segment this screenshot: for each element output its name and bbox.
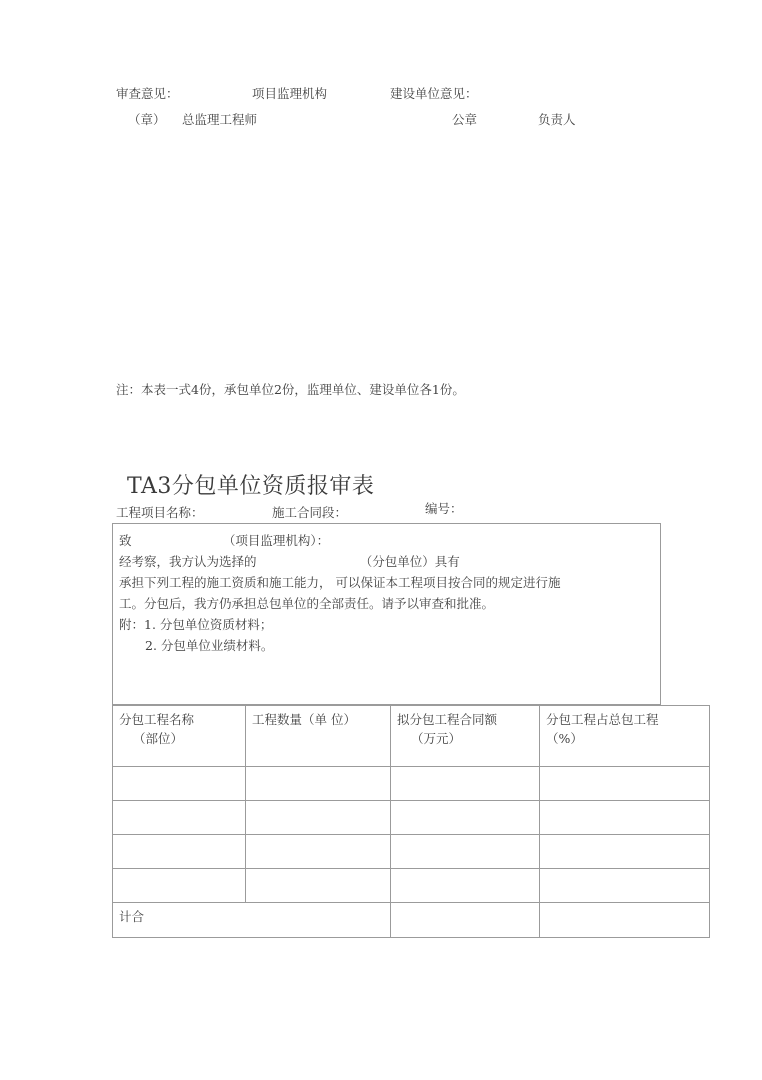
header-field-row [112,505,422,524]
review-opinion-label: 审查意见： [116,86,179,101]
column-header-work-name [113,706,246,767]
cell-percentage[interactable] [540,835,710,869]
table-header-row [113,706,710,767]
seal-label: （章） [128,112,166,127]
cell-percentage[interactable] [540,801,710,835]
cell-work-name[interactable] [113,801,246,835]
cell-quantity[interactable] [246,801,391,835]
header-line-1: 分包工程占总包工程 [546,712,659,727]
header-line-1: 拟分包工程合同额 [397,712,498,727]
person-in-charge-label: 负责人 [538,112,576,127]
subcontract-works-table [112,705,710,938]
form-number-label: 编号： [425,501,463,516]
opinion-block [0,86,762,146]
cell-contract-amount[interactable] [391,835,540,869]
project-name-label: 工程项目名称： [116,505,204,520]
official-seal-label: 公章 [452,112,478,127]
table-total-row [113,903,710,938]
cell-work-name[interactable] [113,869,246,903]
cell-quantity[interactable] [246,835,391,869]
statement-line: 经考察，我方认为选择的 （分包单位）具有 [119,554,460,569]
statement-line: 承担下列工程的施工资质和施工能力， 可以保证本工程项目按合同的规定进行施 [119,575,561,590]
owner-opinion-label: 建设单位意见： [390,86,478,101]
header-line-1: 分包工程名称 [119,712,195,727]
form-title: TA3分包单位资质报审表 [127,474,375,499]
attachment-line: 2. 分包单位业绩材料。 [145,638,274,653]
statement-box [112,523,661,705]
header-line-2: （部位） [133,731,184,746]
statement-line: 工。分包后，我方仍承担总包单位的全部责任。请予以审查和批准。 [119,596,495,611]
attachment-line: 附：1. 分包单位资质材料； [119,617,273,632]
column-header-contract-amount [391,706,540,767]
cell-percentage[interactable] [540,869,710,903]
column-header-percentage [540,706,710,767]
cell-percentage[interactable] [540,767,710,801]
header-line-2: （%） [546,731,583,746]
table-row [113,767,710,801]
supervisor-organization-label: 项目监理机构 [252,86,328,101]
total-percentage-cell[interactable] [540,903,710,938]
table-row [113,869,710,903]
chief-supervision-engineer-label: 总监理工程师 [182,112,258,127]
cell-contract-amount[interactable] [391,801,540,835]
header-line-1: 工程数量（单 位） [252,712,356,727]
header-line-2: （万元） [411,731,462,746]
table-row [113,801,710,835]
total-contract-amount-cell[interactable] [391,903,540,938]
cell-quantity[interactable] [246,869,391,903]
column-header-quantity [246,706,391,767]
cell-quantity[interactable] [246,767,391,801]
cell-contract-amount[interactable] [391,869,540,903]
form-note: 注：本表一式4份，承包单位2份，监理单位、建设单位各1份。 [116,382,465,397]
cell-work-name[interactable] [113,767,246,801]
cell-contract-amount[interactable] [391,767,540,801]
total-label-cell: 计合 [113,903,391,938]
contract-section-label: 施工合同段： [272,505,348,520]
table-row [113,835,710,869]
cell-work-name[interactable] [113,835,246,869]
statement-line: 致 （项目监理机构）： [119,533,330,548]
